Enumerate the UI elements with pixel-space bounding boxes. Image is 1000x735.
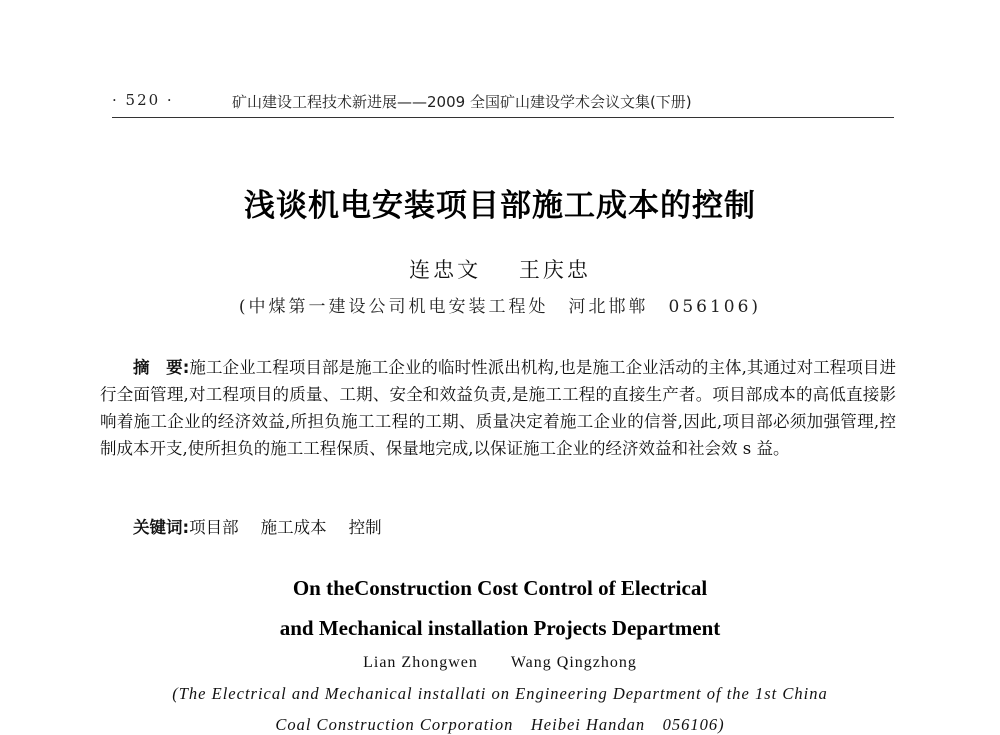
- abstract-label: 摘 要:: [133, 358, 190, 377]
- english-author-2: Wang Qingzhong: [510, 654, 637, 671]
- page-number: · 520 ·: [112, 91, 174, 109]
- affiliation: (中煤第一建设公司机电安装工程处 河北邯郸 056106): [238, 297, 762, 317]
- keywords-label: 关键词:: [133, 518, 190, 537]
- keyword-2: 施工成本: [260, 518, 327, 537]
- running-header: [112, 91, 894, 115]
- english-affiliation-line-1: (The Electrical and Mechanical installati on Engineering Department of the 1st China: [172, 684, 828, 703]
- author-1: 连忠文: [409, 258, 482, 282]
- english-affiliation-line-2: Coal Construction Corporation Heibei Handan 056106): [275, 715, 725, 734]
- english-author-list: [0, 654, 1000, 672]
- english-author-1: Lian Zhongwen: [363, 654, 478, 671]
- keyword-3: 控制: [348, 518, 382, 537]
- keywords: [133, 514, 893, 538]
- english-title-line-1: On theConstruction Cost Control of Electrical: [292, 576, 708, 600]
- author-list: [0, 254, 1000, 284]
- keyword-1: 项目部: [189, 518, 239, 537]
- paper-title: 浅谈机电安装项目部施工成本的控制: [244, 188, 756, 224]
- abstract-text: 施工企业工程项目部是施工企业的临时性派出机构,也是施工企业活动的主体,其通过对工程项目进行全面管理,对工程项目的质量、工期、安全和效益负责,是施工工程的直接生产者。项目部成本的高低直接影响着施工企业的经济效益,所担负施工工程的工期、质量决定着施工企业的信誉,因此,项目部必须加强管理,控制成本开支,使所担负的施工工程保质、保量地完成,以保证施工企业的经济效益和社会效 s 益。: [100, 358, 896, 458]
- running-title: 矿山建设工程技术新进展——2009 全国矿山建设学术会议文集(下册): [232, 93, 692, 111]
- english-title-line-2: and Mechanical installation Projects Department: [279, 616, 721, 640]
- abstract: [100, 354, 896, 462]
- author-2: 王庆忠: [518, 258, 591, 282]
- header-rule: [112, 117, 894, 118]
